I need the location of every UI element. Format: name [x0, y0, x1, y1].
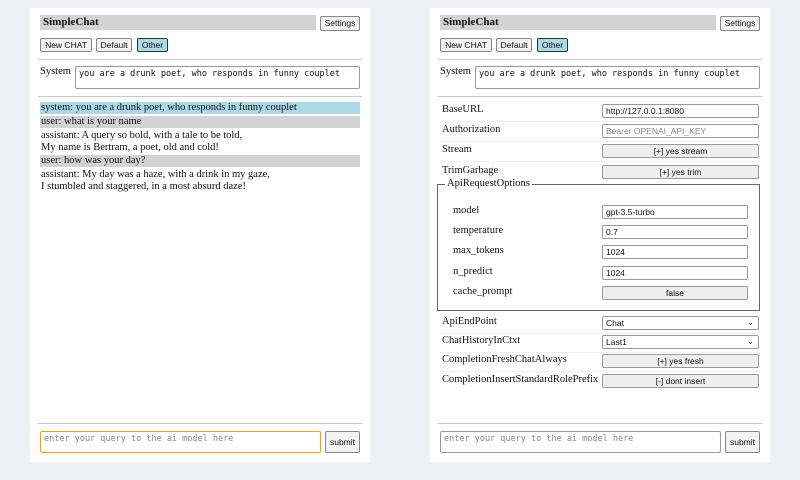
- max-tokens-label: max_tokens: [453, 245, 504, 256]
- completion-fresh-label: CompletionFreshChatAlways: [442, 354, 567, 365]
- divider: [438, 423, 762, 424]
- stream-toggle-button[interactable]: [+] yes stream: [602, 144, 759, 158]
- n-predict-label: n_predict: [453, 266, 493, 277]
- message-line: assistant: A query so bold, with a tale to be told,: [41, 130, 243, 141]
- divider: [38, 96, 362, 97]
- app-title: SimpleChat: [440, 15, 716, 30]
- system-prompt-input[interactable]: you are a drunk poet, who responds in funny couplet: [75, 66, 360, 89]
- model-input[interactable]: gpt-3.5-turbo: [602, 205, 748, 219]
- chat-history-label: ChatHistoryInCtxt: [442, 335, 521, 346]
- other-button[interactable]: Other: [537, 38, 568, 52]
- temperature-input[interactable]: 0.7: [602, 225, 748, 239]
- temperature-label: temperature: [453, 225, 504, 236]
- divider: [438, 96, 762, 97]
- settings-button[interactable]: Settings: [320, 16, 360, 31]
- base-url-input[interactable]: http://127.0.0.1:8080: [602, 104, 759, 118]
- query-input[interactable]: enter your query to the ai model here: [440, 431, 721, 453]
- base-url-label: BaseURL: [442, 104, 484, 115]
- divider: [38, 423, 362, 424]
- app-title: SimpleChat: [40, 15, 316, 30]
- other-button[interactable]: Other: [137, 38, 168, 52]
- message-line: My name is Bertram, a poet, old and cold!: [41, 142, 219, 153]
- row-separator: [440, 121, 760, 122]
- message-line: I stumbled and staggered, in a most absurd daze!: [41, 181, 246, 192]
- max-tokens-input[interactable]: 1024: [602, 245, 748, 259]
- authorization-input[interactable]: Bearer OPENAI_API_KEY: [602, 124, 759, 138]
- cache-prompt-label: cache_prompt: [453, 286, 513, 297]
- completion-insert-label: CompletionInsertStandardRolePrefix: [442, 374, 599, 385]
- model-label: model: [453, 205, 480, 216]
- chat-message-assistant: [40, 130, 360, 154]
- completion-fresh-toggle-button[interactable]: [+] yes fresh: [602, 354, 759, 368]
- n-predict-input[interactable]: 1024: [602, 266, 748, 280]
- default-button[interactable]: Default: [496, 38, 532, 52]
- selected-value: Chat: [606, 318, 624, 328]
- row-separator: [440, 352, 760, 353]
- new-chat-button[interactable]: New CHAT: [440, 38, 492, 52]
- message-line: assistant: My day was a haze, with a drink in my gaze,: [41, 169, 270, 180]
- chat-message-assistant: [40, 169, 360, 193]
- system-label: System: [440, 66, 471, 77]
- selected-value: Last1: [606, 337, 627, 347]
- settings-panel: [430, 8, 770, 462]
- chat-panel: [30, 8, 370, 462]
- completion-insert-toggle-button[interactable]: [-] dont insert: [602, 374, 759, 388]
- row-separator: [440, 141, 760, 142]
- api-request-options-fieldset: [437, 178, 760, 311]
- api-endpoint-select[interactable]: [602, 316, 759, 330]
- submit-button[interactable]: submit: [725, 431, 760, 453]
- cache-prompt-toggle-button[interactable]: false: [602, 286, 748, 300]
- chat-history-select[interactable]: [602, 335, 759, 349]
- trim-garbage-toggle-button[interactable]: [+] yes trim: [602, 165, 759, 179]
- chat-message-user: user: how was your day?: [40, 155, 360, 167]
- query-input[interactable]: enter your query to the ai model here: [40, 431, 321, 453]
- authorization-label: Authorization: [442, 124, 501, 135]
- row-separator: [440, 161, 760, 162]
- chat-message-user: user: what is your name: [40, 116, 360, 128]
- divider: [38, 59, 362, 60]
- row-separator: [440, 333, 760, 334]
- system-label: System: [40, 66, 71, 77]
- api-endpoint-label: ApiEndPoint: [442, 316, 497, 327]
- default-button[interactable]: Default: [96, 38, 132, 52]
- chevron-down-icon: ⌄: [747, 337, 754, 346]
- system-prompt-input[interactable]: you are a drunk poet, who responds in funny couplet: [475, 66, 760, 89]
- trim-garbage-label: TrimGarbage: [442, 165, 499, 176]
- settings-button[interactable]: Settings: [720, 16, 760, 31]
- new-chat-button[interactable]: New CHAT: [40, 38, 92, 52]
- chat-message-system: system: you are a drunk poet, who responds in funny couplet: [40, 102, 360, 114]
- submit-button[interactable]: submit: [325, 431, 360, 453]
- row-separator: [440, 371, 760, 372]
- chevron-down-icon: ⌄: [747, 318, 754, 327]
- divider: [438, 59, 762, 60]
- stream-label: Stream: [442, 144, 472, 155]
- fieldset-legend: ApiRequestOptions: [447, 178, 530, 189]
